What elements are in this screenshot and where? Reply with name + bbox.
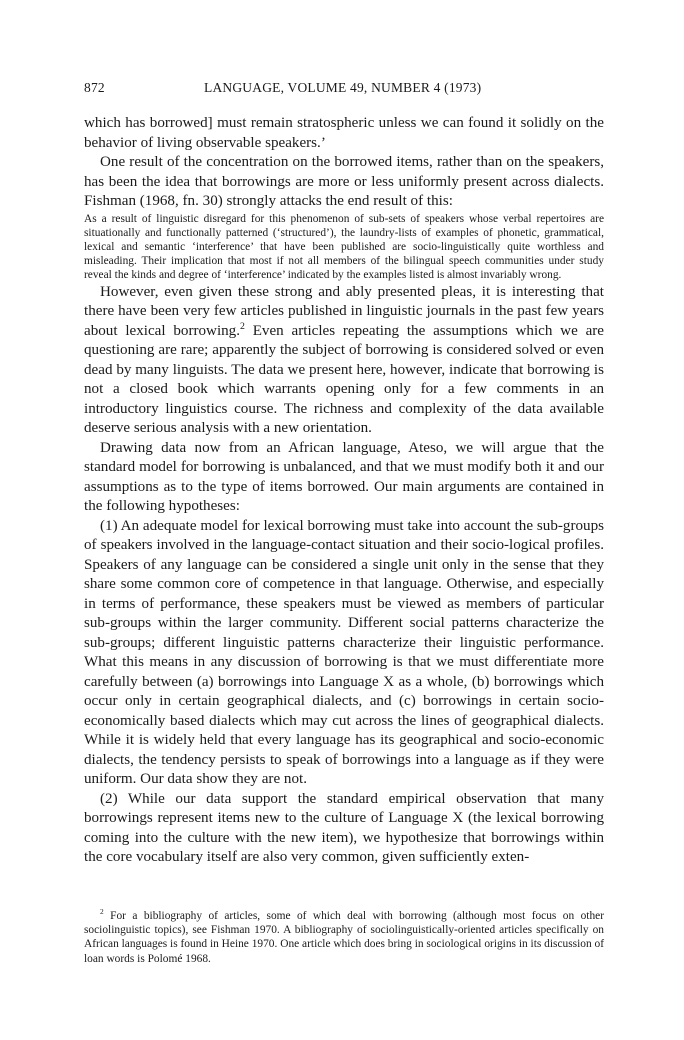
footnote-2-text: For a bibliography of articles, some of which deal with borrowing (although most focus on other sociolinguistic topics), see Fishman 1970. A bibliography of sociolinguistically-oriented articles specifically on African languages is found in Heine 1970. One article which does bring in sociological origins in its discussion of loan words is Polomé 1968. (84, 910, 604, 965)
footnote-2 (84, 909, 604, 966)
hypothesis-1: (1) An adequate model for lexical borrowing must take into account the sub-groups of speakers involved in the language-contact situation and their socio-logical profiles. Speakers of any language can be considered a single unit only in the sense that they share some common core of competence in that language. Otherwise, and especially in terms of performance, these speakers must be viewed as members of particular sub-groups within the larger community. Different social patterns characterize the sub-groups; different linguistic patterns characterize their linguistic performance. What this means in any discussion of borrowing is that we must differentiate more carefully between (a) borrowings into Language X as a whole, (b) borrowings which occur only in certain geographical dialects, and (c) borrowings in certain socio-economically based dialects which may cut across the lines of geographical dialects. While it is widely held that every language has its geographical and socio-economic dialects, the tendency persists to speak of borrowings into a language as if they were uniform. Our data show they are not. (84, 517, 604, 788)
footnotes (84, 909, 604, 966)
paragraph-pleas-text-a: However, even given these strong and ably presented pleas, it is interesting that there have been very few articles published in linguistic journals in the past few years about lexical borrowing. (84, 283, 604, 339)
paragraph-pleas (84, 283, 604, 439)
hypothesis-2: (2) While our data support the standard empirical observation that many borrowings represent items new to the culture of Language X (the lexical borrowing coming into the culture with the new item), we hypothesize that borrowings within the core vocabulary itself are also very common, given sufficiently exten- (84, 790, 604, 866)
page-number: 872 (84, 80, 105, 95)
paragraph-ateso: Drawing data now from an African language, Ateso, we will argue that the standard model for borrowing is unbalanced, and that we must modify both it and our assumptions as to the type of items borrowed. Our main arguments are contained in the following hypotheses: (84, 439, 604, 515)
footnote-mark-2: 2 (100, 907, 104, 917)
article-body (84, 114, 604, 868)
paragraph-continued: which has borrowed] must remain stratospheric unless we can found it solidly on the behavior of living observable speakers.’ (84, 115, 604, 151)
paragraph-pleas-text-b: Even articles repeating the assumptions which we are questioning are rare; apparently the subject of borrowing is considered solved or even dead by many linguists. The data we present here, however, indicate that borrowing is not a closed book which warrants opening only for a few comments in an introductory linguistics course. The richness and complexity of the data available deserve serious analysis with a new orientation. (84, 322, 605, 437)
block-quote-fishman: As a result of linguistic disregard for this phenomenon of sub-sets of speakers whose verbal repertoires are situationally and functionally patterned (‘structured’), the laundry-lists of examples of phonetic, grammatical, lexical and semantic ‘interference’ that have been published are socio-linguistically quite worthless and misleading. Their implication that most if not all members of the bilingual speech communities under study reveal the kinds and degree of ‘interference’ indicated by the examples listed is almost invariably wrong. (84, 212, 604, 282)
paragraph-borrowed-items: One result of the concentration on the borrowed items, rather than on the speakers, has been the idea that borrowings are more or less uniformly present across dialects. Fishman (1968, fn. 30) strongly attacks the end result of this: (84, 154, 604, 209)
footnote-ref-2: 2 (240, 320, 245, 332)
running-title: LANGUAGE, VOLUME 49, NUMBER 4 (1973) (204, 80, 482, 95)
